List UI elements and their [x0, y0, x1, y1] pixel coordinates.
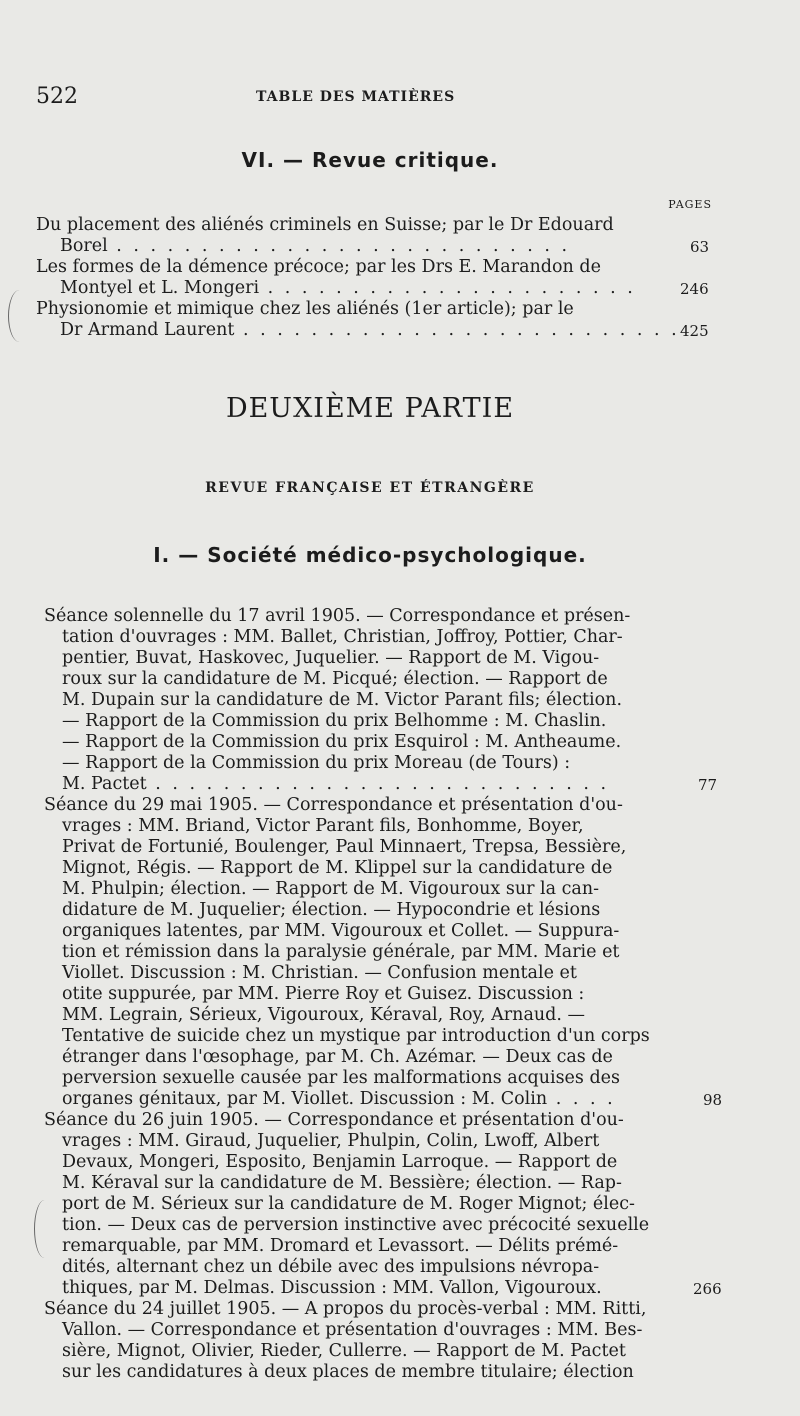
toc-entry-line: Vallon. — Correspondance et présentation d'ouvrages : MM. Bes- [62, 1320, 643, 1340]
toc-entry-line: sière, Mignot, Olivier, Rieder, Cullerre. — Rapport de M. Pactet [62, 1341, 626, 1361]
toc-entry-line: thiques, par M. Delmas. Discussion : MM. Vallon, Vigouroux. [62, 1278, 602, 1298]
toc-entry-line: remarquable, par MM. Dromard et Levassort. — Délits prémé- [62, 1236, 619, 1256]
toc-entry-line: M. Kéraval sur la candidature de M. Bessière; élection. — Rap- [62, 1173, 622, 1193]
toc-entry-line: — Rapport de la Commission du prix Belhomme : M. Chaslin. [62, 711, 607, 731]
running-header: TABLE DES MATIÈRES [256, 89, 456, 105]
toc-page-number: 425 [680, 322, 709, 340]
toc-entry-line: Tentative de suicide chez un mystique par introduction d'un corps [62, 1026, 650, 1046]
section-heading-societe: I. — Société médico-psychologique. [153, 543, 587, 567]
toc-entry-line: — Rapport de la Commission du prix Esquirol : M. Antheaume. [62, 732, 622, 752]
toc-page-number: 77 [698, 776, 718, 794]
pencil-mark-icon [8, 290, 31, 342]
toc-entry-line: didature de M. Juquelier; élection. — Hypocondrie et lésions [62, 900, 601, 920]
toc-entry-line: MM. Legrain, Sérieux, Vigouroux, Kéraval, Roy, Arnaud. — [62, 1005, 585, 1025]
pages-column-label: PAGES [668, 198, 712, 211]
toc-entry-line: dités, alternant chez un débile avec des impulsions névropa- [62, 1257, 600, 1277]
toc-entry-line: vrages : MM. Briand, Victor Parant fils, Bonhomme, Boyer, [62, 816, 584, 836]
toc-entry-line: tation d'ouvrages : MM. Ballet, Christian, Joffroy, Pottier, Char- [62, 627, 623, 647]
toc-entry-line: Privat de Fortunié, Boulenger, Paul Minnaert, Trepsa, Bessière, [62, 837, 627, 857]
toc-entry-line: M. Pactet . . . . . . . . . . . . . . . . . . . . . . . . . . . [62, 774, 610, 794]
toc-entry-line: organes génitaux, par M. Viollet. Discussion : M. Colin . . . . [62, 1089, 616, 1109]
toc-entry-line: Séance du 24 juillet 1905. — A propos du procès-verbal : MM. Ritti, [44, 1299, 647, 1319]
toc-entry-line: Physionomie et mimique chez les aliénés (1er article); par le [36, 299, 574, 319]
toc-page-number: 63 [690, 238, 710, 256]
toc-entry-line: sur les candidatures à deux places de membre titulaire; élection [62, 1362, 634, 1382]
toc-page-number: 98 [703, 1091, 723, 1109]
toc-entry-line: Montyel et L. Mongeri . . . . . . . . . . . . . . . . . . . . . . [60, 278, 636, 298]
part-subtitle: REVUE FRANÇAISE ET ÉTRANGÈRE [205, 480, 535, 496]
toc-entry-line: Mignot, Régis. — Rapport de M. Klippel sur la candidature de [62, 858, 613, 878]
toc-entry-line: — Rapport de la Commission du prix Moreau (de Tours) : [62, 753, 571, 773]
toc-entry-line: roux sur la candidature de M. Picqué; élection. — Rapport de [62, 669, 608, 689]
toc-entry-line: tion et rémission dans la paralysie générale, par MM. Marie et [62, 942, 620, 962]
toc-page-number: 246 [680, 280, 709, 298]
toc-entry-line: Séance du 26 juin 1905. — Correspondance et présentation d'ou- [44, 1110, 624, 1130]
toc-entry-line: perversion sexuelle causée par les malformations acquises des [62, 1068, 620, 1088]
toc-entry-line: port de M. Sérieux sur la candidature de M. Roger Mignot; élec- [62, 1194, 635, 1214]
toc-entry-line: Les formes de la démence précoce; par les Drs E. Marandon de [36, 257, 601, 277]
toc-entry-line: Devaux, Mongeri, Esposito, Benjamin Larroque. — Rapport de [62, 1152, 618, 1172]
toc-entry-line: Du placement des aliénés criminels en Suisse; par le Dr Edouard [36, 215, 614, 235]
page-number: 522 [36, 84, 78, 109]
toc-entry-line: M. Phulpin; élection. — Rapport de M. Vigouroux sur la can- [62, 879, 600, 899]
toc-entry-line: pentier, Buvat, Haskovec, Juquelier. — Rapport de M. Vigou- [62, 648, 600, 668]
toc-entry-line: étranger dans l'œsophage, par M. Ch. Azémar. — Deux cas de [62, 1047, 613, 1067]
toc-entry-line: M. Dupain sur la candidature de M. Victor Parant fils; élection. [62, 690, 623, 710]
toc-entry-line: Dr Armand Laurent . . . . . . . . . . . . . . . . . . . . . . . . . . [60, 320, 680, 340]
section-heading-revue-critique: VI. — Revue critique. [241, 148, 499, 172]
toc-entry-line: organiques latentes, par MM. Vigouroux et Collet. — Suppura- [62, 921, 620, 941]
toc-entry-line: Borel . . . . . . . . . . . . . . . . . . . . . . . . . . . [60, 236, 571, 256]
toc-entry-line: Séance solennelle du 17 avril 1905. — Correspondance et présen- [44, 606, 631, 626]
toc-entry-line: tion. — Deux cas de perversion instinctive avec précocité sexuelle [62, 1215, 650, 1235]
part-title: DEUXIÈME PARTIE [225, 393, 515, 424]
pencil-mark-icon [34, 1200, 55, 1258]
toc-entry-line: Viollet. Discussion : M. Christian. — Confusion mentale et [62, 963, 577, 983]
toc-entry-line: vrages : MM. Giraud, Juquelier, Phulpin, Colin, Lwoff, Albert [62, 1131, 600, 1151]
toc-entry-line: Séance du 29 mai 1905. — Correspondance et présentation d'ou- [44, 795, 623, 815]
toc-entry-line: otite suppurée, par MM. Pierre Roy et Guisez. Discussion : [62, 984, 585, 1004]
toc-page-number: 266 [693, 1280, 722, 1298]
